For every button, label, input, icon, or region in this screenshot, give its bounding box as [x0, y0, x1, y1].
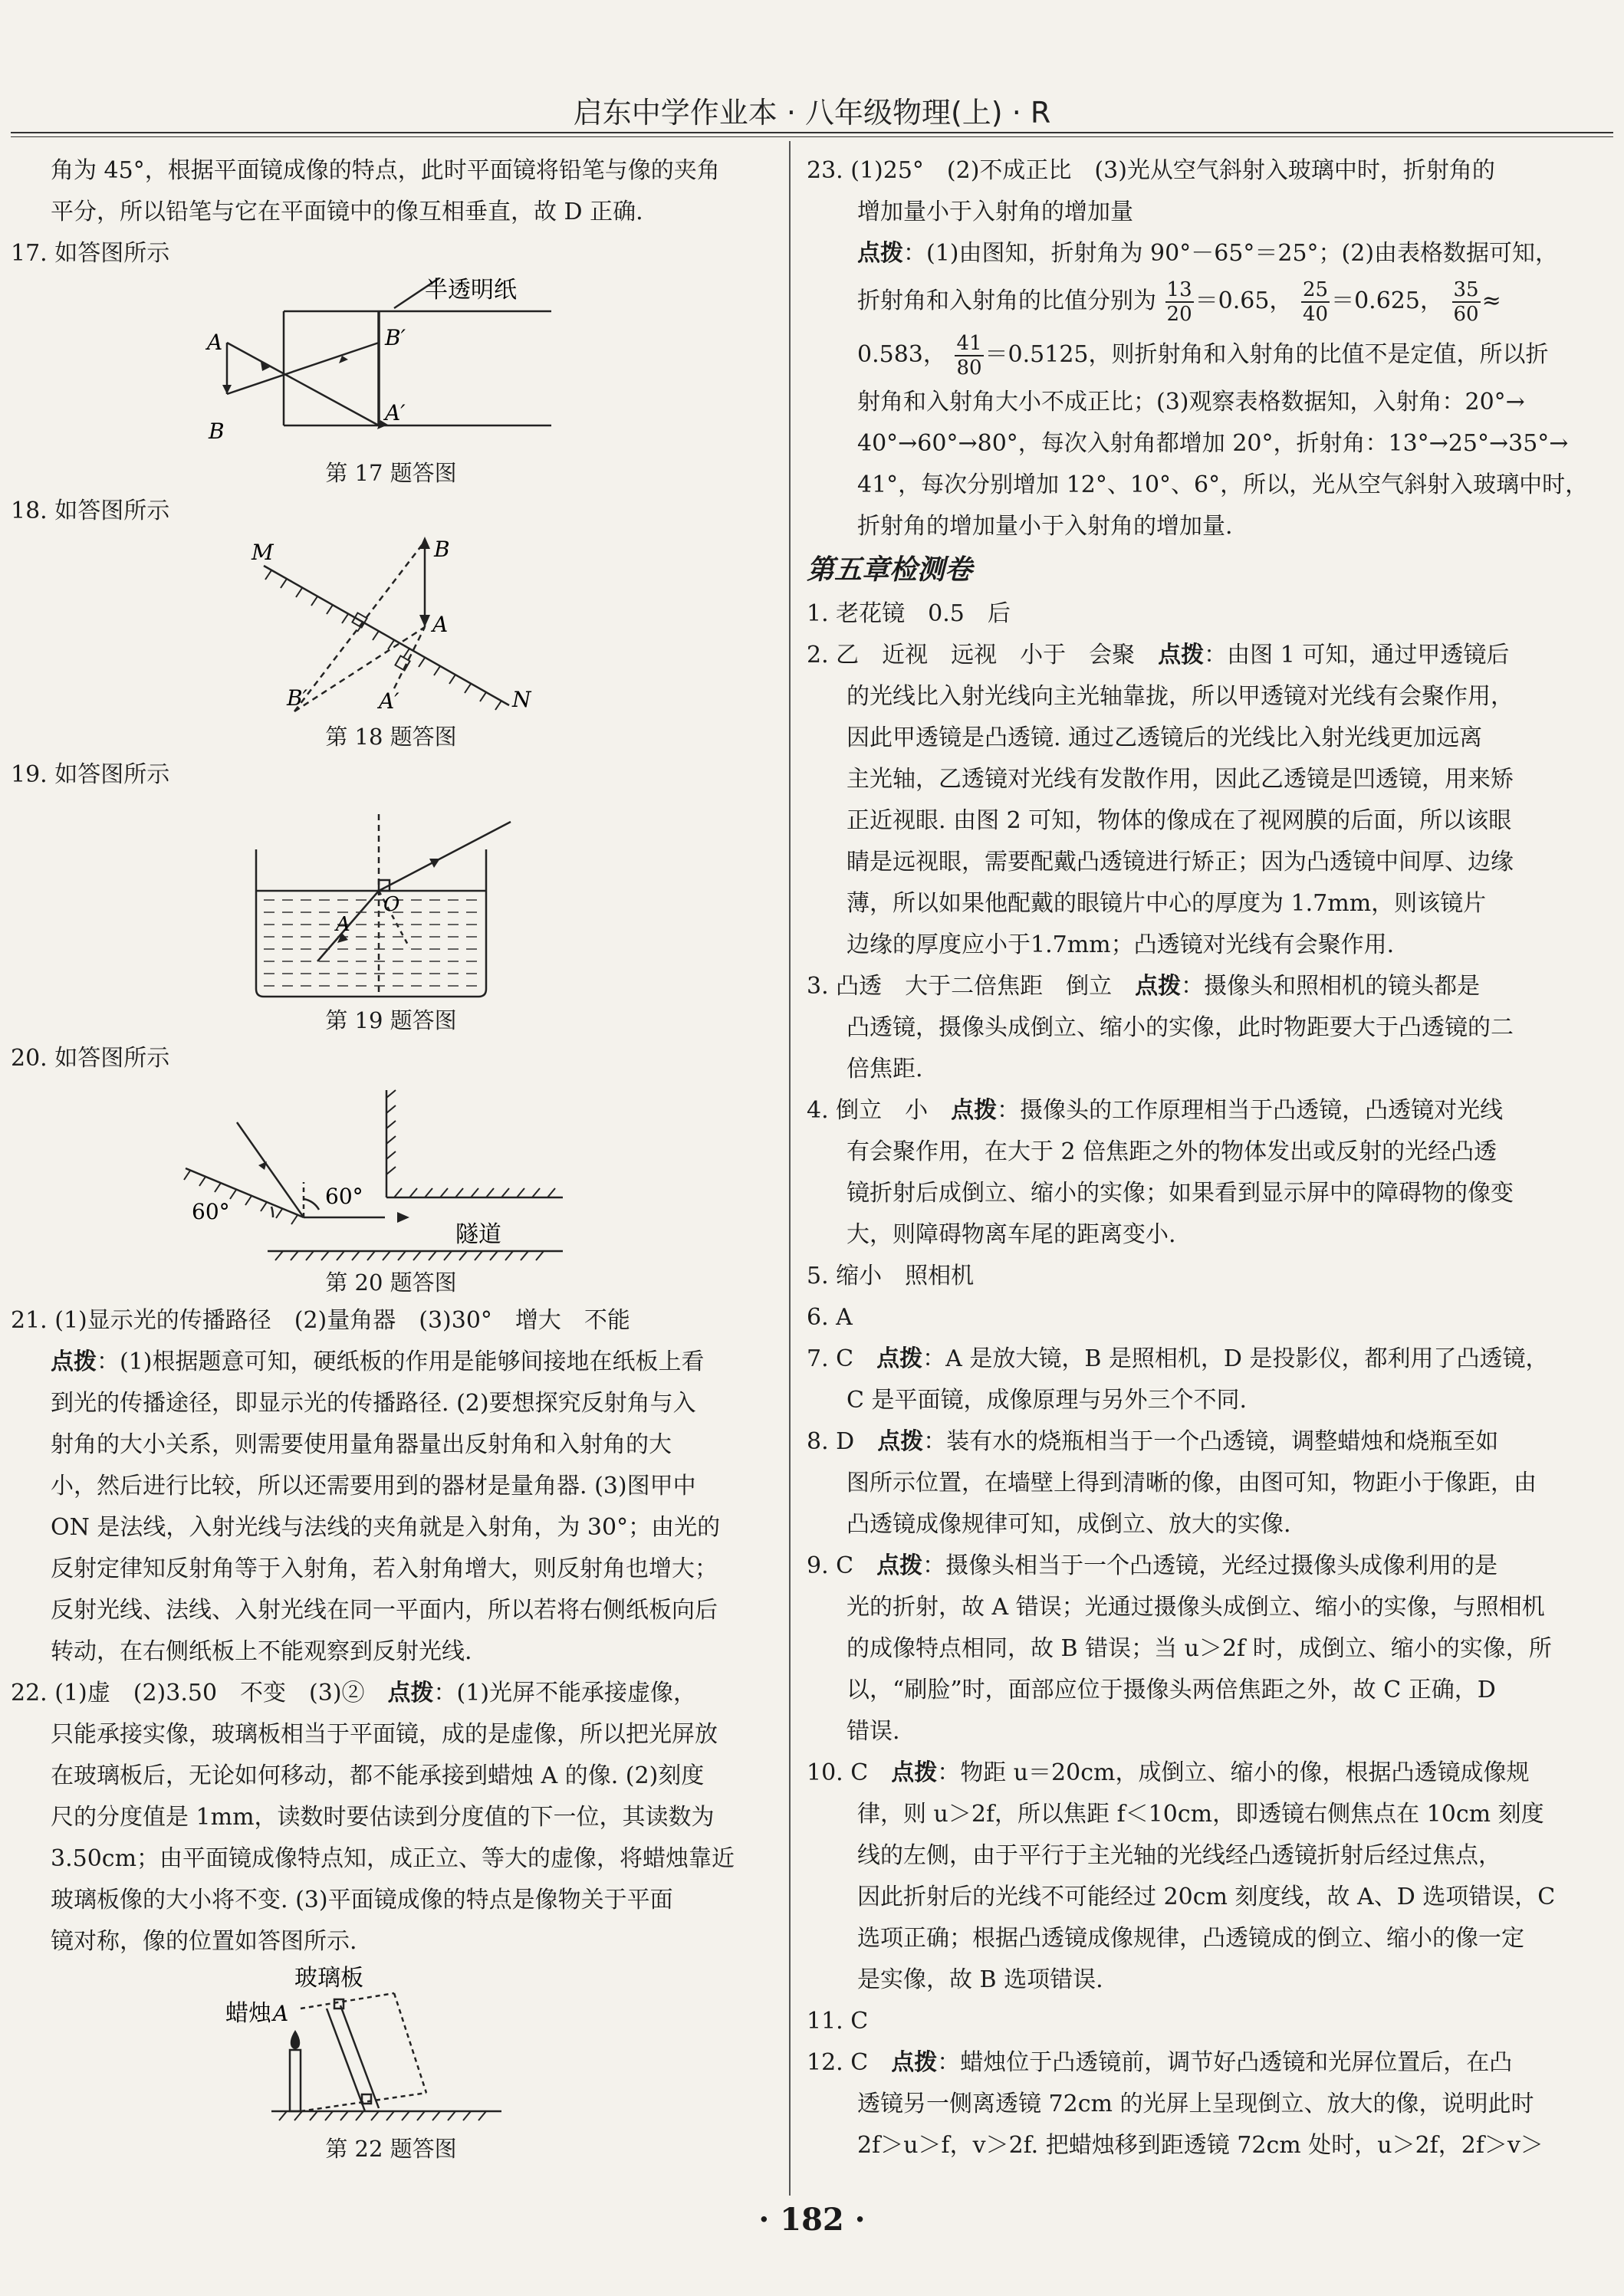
q17-label-b2: B′: [385, 325, 406, 350]
q22-figure: [11, 1966, 771, 2128]
hint-keyword: 点拨: [877, 1428, 924, 1455]
answer-line: 线的左侧，由于平行于主光轴的光线经凸透镜折射后经过焦点，: [857, 1842, 1501, 1869]
q19-figure: [11, 799, 771, 1000]
answer-11: 11. C: [807, 2008, 869, 2035]
q17-label-b: B: [209, 419, 225, 444]
answer-line: 错误.: [847, 1718, 900, 1745]
q20-caption: 第 20 题答图: [325, 1270, 457, 1296]
q21-line: 小，然后进行比较，所以还需要用到的器材是量角器. (3)图甲中: [51, 1473, 696, 1499]
q23-line: 40°→60°→80°，每次入射角都增加 20°，折射角：13°→25°→35°→: [857, 430, 1569, 457]
answer-line: 以，“刷脸”时，面部应位于摄像头两倍焦距之外，故 C 正确，D: [847, 1677, 1496, 1703]
text-line: 角为 45°，根据平面镜成像的特点，此时平面镜将铅笔与像的夹角: [51, 157, 720, 184]
answer-1: 1. 老花镜 0.5 后: [807, 600, 1011, 627]
q23-line: 增加量小于入射角的增加量: [857, 199, 1133, 225]
fraction: $\frac{25}{40}$: [1302, 278, 1329, 326]
q20-text: 20. 如答图所示: [11, 1045, 170, 1072]
q20-label-tunnel: 隧道: [455, 1221, 501, 1248]
fraction: $\frac{41}{80}$: [956, 332, 982, 379]
answer-line: 凸透镜，摄像头成倒立、缩小的实像，此时物距要大于凸透镜的二: [847, 1014, 1514, 1041]
answer-3: 3. 凸透 大于二倍焦距 倒立 点拨：摄像头和照相机的镜头都是: [807, 973, 1481, 1000]
q21-line: 反射光线、法线、入射光线在同一平面内，所以若将右侧纸板向后: [51, 1597, 718, 1624]
answer-line: 选项正确；根据凸透镜成像规律，凸透镜成的倒立、缩小的像一定: [857, 1925, 1524, 1952]
q23-line: 射角和入射角大小不成正比；(3)观察表格数据知，入射角：20°→: [857, 389, 1525, 416]
page-number: · 182 ·: [758, 2202, 866, 2238]
q21-line: 点拨：(1)根据题意可知，硬纸板的作用是能够间接地在纸板上看: [51, 1348, 705, 1375]
answer-line: 主光轴，乙透镜对光线有发散作用，因此乙透镜是凹透镜，用来矫: [847, 766, 1514, 793]
answer-7: 7. C 点拨：A 是放大镜，B 是照相机，D 是投影仪，都利用了凸透镜，: [807, 1345, 1549, 1372]
hint-keyword: 点拨: [891, 1759, 938, 1786]
q17-label-a2: A′: [385, 400, 406, 425]
answer-line: 正近视眼. 由图 2 可知，物体的像成在了视网膜的后面，所以该眼: [847, 807, 1512, 834]
q18-label-a2: A′: [379, 688, 399, 714]
answer-2: 2. 乙 近视 远视 小于 会聚 点拨：由图 1 可知，通过甲透镜后: [807, 642, 1510, 668]
q23-line: 折射角的增加量小于入射角的增加量.: [857, 513, 1233, 540]
q19-label-o: O: [383, 893, 400, 916]
answer-line: 是实像，故 B 选项错误.: [857, 1966, 1103, 1993]
answer-line: 图所示位置，在墙壁上得到清晰的像，由图可知，物距小于像距，由: [847, 1470, 1537, 1496]
answer-line: 律，则 u＞2f，所以焦距 f＜10cm，即透镜右侧焦点在 10cm 刻度: [857, 1801, 1544, 1828]
q22-label-candle: 蜡烛: [225, 2000, 271, 2027]
right-column: [807, 150, 1612, 2166]
column-divider: [789, 141, 791, 2196]
answer-line: 边缘的厚度应小于1.7mm；凸透镜对光线有会聚作用.: [847, 931, 1395, 958]
answer-line: 光的折射，故 A 错误；光通过摄像头成倒立、缩小的实像，与照相机: [847, 1594, 1545, 1621]
q18-label-b2: B′: [287, 685, 307, 711]
q22-line: 在玻璃板后，无论如何移动，都不能承接到蜡烛 A 的像. (2)刻度: [51, 1762, 705, 1789]
answer-5: 5. 缩小 照相机: [807, 1263, 975, 1289]
fraction: $\frac{35}{60}$: [1453, 278, 1479, 326]
q20-angle-1: 60°: [192, 1199, 230, 1224]
answer-4: 4. 倒立 小 点拨：摄像头的工作原理相当于凸透镜，凸透镜对光线: [807, 1097, 1504, 1124]
answer-line: 透镜另一侧离透镜 72cm 的光屏上呈现倒立、放大的像，说明此时: [857, 2091, 1534, 2117]
answer-9: 9. C 点拨：摄像头相当于一个凸透镜，光经过摄像头成像利用的是: [807, 1552, 1498, 1579]
q17-text: 17. 如答图所示: [11, 240, 170, 267]
q22-label-a: A: [273, 2001, 289, 2026]
q20-angle-2: 60°: [325, 1184, 363, 1209]
q22-head: 22. (1)虚 (2)3.50 不变 (3)② 点拨：(1)光屏不能承接虚像，: [11, 1680, 697, 1706]
header-rule-thin: [11, 136, 1613, 137]
answer-10: 10. C 点拨：物距 u＝20cm，成倒立、缩小的像，根据凸透镜成像规: [807, 1759, 1530, 1786]
q19-text: 19. 如答图所示: [11, 761, 170, 788]
hint-keyword: 点拨: [1135, 973, 1182, 1000]
q22-line: 尺的分度值是 1mm，读数时要估读到分度值的下一位，其读数为: [51, 1804, 715, 1831]
hint-keyword: 点拨: [876, 1345, 923, 1372]
answer-line: 因此甲透镜是凸透镜. 通过乙透镜后的光线比入射光线更加远离: [847, 724, 1483, 751]
q21-line: 转动，在右侧纸板上不能观察到反射光线.: [51, 1638, 472, 1665]
answer-line: 薄，所以如果他配戴的眼镜片中心的厚度为 1.7mm，则该镜片: [847, 890, 1487, 917]
q23-head: 23. (1)25° (2)不成正比 (3)光从空气斜射入玻璃中时，折射角的: [807, 157, 1495, 184]
answer-line: 凸透镜成像规律可知，成倒立、放大的实像.: [847, 1511, 1291, 1538]
q23-line: 点拨：(1)由图知，折射角为 90°－65°＝25°；(2)由表格数据可知，: [857, 240, 1559, 267]
answer-12: 12. C 点拨：蜡烛位于凸透镜前，调节好凸透镜和光屏位置后，在凸: [807, 2049, 1513, 2076]
chapter-title: 第五章检测卷: [807, 554, 973, 586]
q21-line: 到光的传播途径，即显示光的传播路径. (2)要想探究反射角与入: [51, 1390, 696, 1417]
q23-line: 41°，每次分别增加 12°、10°、6°，所以，光从空气斜射入玻璃中时，: [857, 471, 1589, 498]
hint-keyword: 点拨: [876, 1552, 923, 1579]
q21-head: 21. (1)显示光的传播路径 (2)量角器 (3)30° 增大 不能: [11, 1307, 630, 1334]
answer-line: 2f＞u＞f，v＞2f. 把蜡烛移到距透镜 72cm 处时，u＞2f，2f＞v＞: [857, 2132, 1543, 2159]
answer-line: C 是平面镜，成像原理与另外三个不同.: [847, 1387, 1248, 1414]
answer-6: 6. A: [807, 1304, 853, 1331]
hint-keyword: 点拨: [951, 1097, 998, 1124]
answer-line: 倍焦距.: [847, 1056, 923, 1082]
q22-line: 3.50cm；由平面镜成像特点知，成正立、等大的虚像，将蜡烛靠近: [51, 1845, 735, 1872]
q23-line-fractions: 折射角和入射角的比值分别为 $\frac{13}{20}$ ＝0.65， $\frac{25}{40}$ ＝0.625， $\frac{35}{60}$ ≈: [857, 278, 1501, 326]
answer-line: 的成像特点相同，故 B 错误；当 u＞2f 时，成倒立、缩小的实像，所: [847, 1635, 1552, 1662]
page-header-title: 启东中学作业本 · 八年级物理(上) · R: [573, 96, 1051, 130]
q22-label-glass: 玻璃板: [294, 1966, 363, 1992]
hint-keyword: 点拨: [1158, 642, 1205, 668]
q23-line-fractions: 0.583， $\frac{41}{80}$ ＝0.5125，则折射角和入射角的比值不是定值，所以折: [857, 332, 1549, 379]
q18-caption: 第 18 题答图: [325, 724, 457, 750]
q22-line: 玻璃板像的大小将不变. (3)平面镜成像的特点是像物关于平面: [51, 1887, 673, 1913]
text-line: 平分，所以铅笔与它在平面镜中的像互相垂直，故 D 正确.: [51, 199, 643, 225]
answer-line: 因此折射后的光线不可能经过 20cm 刻度线，故 A、D 选项错误，C: [857, 1884, 1556, 1910]
answer-line: 的光线比入射光线向主光轴靠拢，所以甲透镜对光线有会聚作用，: [847, 683, 1514, 710]
answer-line: 大，则障碍物离车尾的距离变小.: [847, 1221, 1176, 1248]
fraction: $\frac{13}{20}$: [1166, 278, 1192, 326]
header-rule: [11, 132, 1613, 133]
answer-line: 睛是远视眼，需要配戴凸透镜进行矫正；因为凸透镜中间厚、边缘: [847, 849, 1514, 875]
q18-label-n: N: [512, 687, 531, 712]
q17-label-paper: 半透明纸: [425, 278, 517, 304]
q18-text: 18. 如答图所示: [11, 498, 170, 524]
q22-line: 只能承接实像，玻璃板相当于平面镜，成的是虚像，所以把光屏放: [51, 1721, 718, 1748]
answer-line: 镜折射后成倒立、缩小的实像；如果看到显示屏中的障碍物的像变: [847, 1180, 1514, 1207]
hint-keyword: 点拨: [891, 2049, 938, 2076]
q22-line: 镜对称，像的位置如答图所示.: [51, 1928, 357, 1955]
hint-keyword: 点拨: [857, 240, 903, 267]
q21-line: 射角的大小关系，则需要使用量角器量出反射角和入射角的大: [51, 1431, 672, 1458]
hint-keyword: 点拨: [387, 1680, 434, 1706]
q18-figure: [11, 535, 771, 716]
answer-8: 8. D 点拨：装有水的烧瓶相当于一个凸透镜，调整蜡烛和烧瓶至如: [807, 1428, 1499, 1455]
q20-figure: [11, 1082, 771, 1262]
q17-label-a: A: [207, 330, 223, 355]
q18-label-b: B: [434, 537, 450, 562]
q21-line: ON 是法线，入射光线与法线的夹角就是入射角，为 30°；由光的: [51, 1514, 721, 1541]
answer-line: 有会聚作用，在大于 2 倍焦距之外的物体发出或反射的光经凸透: [847, 1138, 1497, 1165]
q18-label-m: M: [251, 540, 274, 565]
q17-caption: 第 17 题答图: [325, 460, 457, 486]
q22-caption: 第 22 题答图: [325, 2136, 457, 2162]
q19-label-a: A: [336, 913, 350, 936]
hint-keyword: 点拨: [51, 1348, 97, 1375]
q18-label-a: A: [432, 612, 449, 637]
q21-line: 反射定律知反射角等于入射角，若入射角增大，则反射角也增大；: [51, 1555, 718, 1582]
q19-caption: 第 19 题答图: [325, 1007, 457, 1033]
left-column: [11, 150, 771, 2166]
q17-figure: [11, 278, 771, 452]
